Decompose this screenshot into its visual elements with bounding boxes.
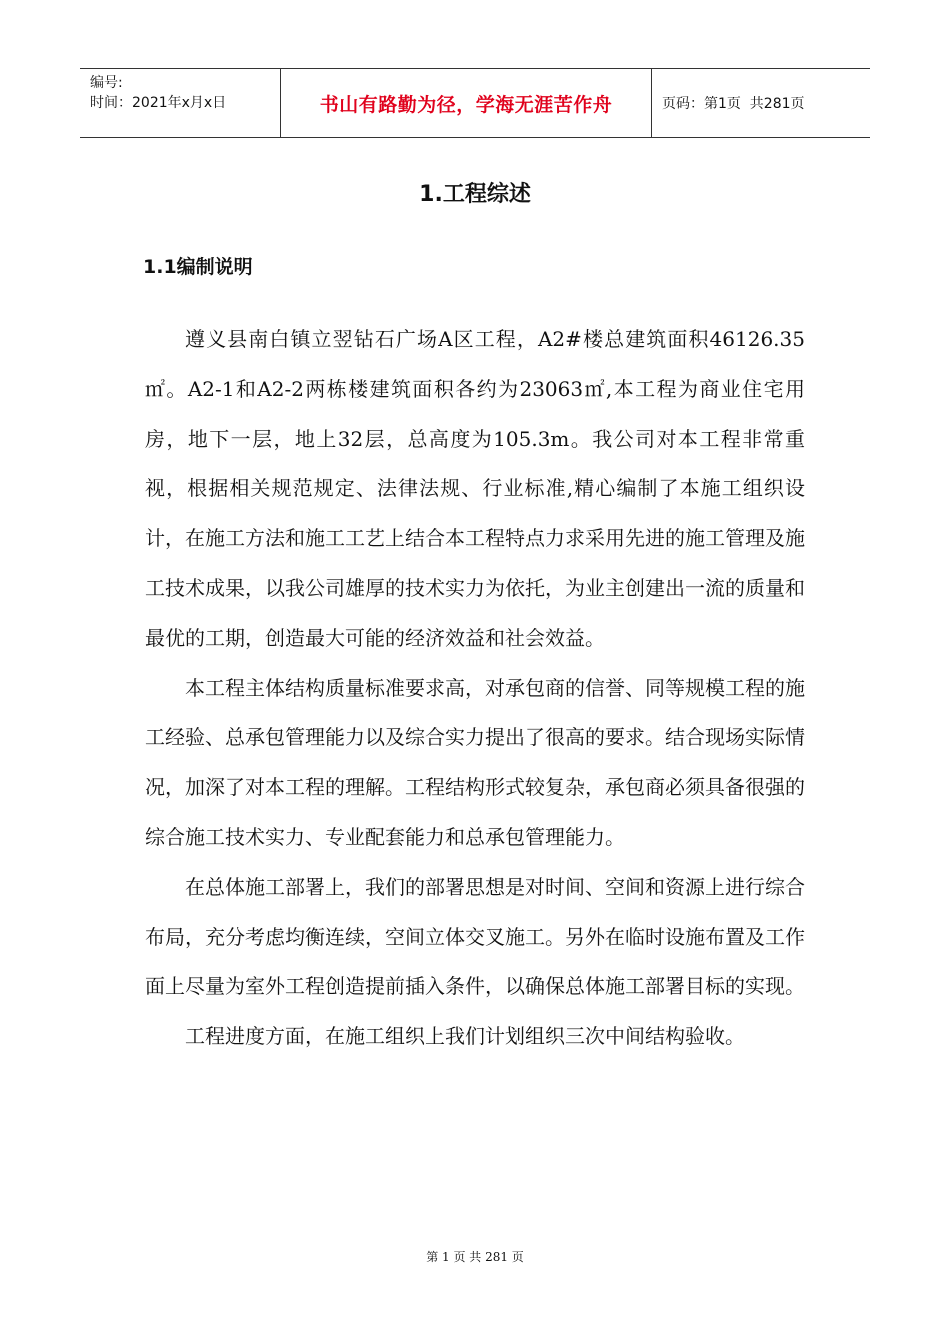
page-title: 1.工程综述 xyxy=(419,182,531,207)
time-label: 时间：2021年x月x日 xyxy=(90,95,227,111)
header-motto-cell xyxy=(280,69,652,137)
paragraph: 遵义县南白镇立翌钻石广场A区工程，A2#楼总建筑面积46126.35㎡。A2-1和A2-2两栋楼建筑面积各约为23063㎡,本工程为商业住宅用房，地下一层，地上32层，总高度为105.3m。我公司对本工程非常重视，根据相关规范规定、法律法规、行业标准,精心编制了本施工组织设计，在施工方法和施工工艺上结合本工程特点力求采用先进的施工管理及施工技术成果，以我公司雄厚的技术实力为依托，为业主创建出一流的质量和最优的工期，创造最大可能的经济效益和社会效益。 xyxy=(145,327,805,650)
paragraph: 在总体施工部署上，我们的部署思想是对时间、空间和资源上进行综合布局，充分考虑均衡连续，空间立体交叉施工。另外在临时设施布置及工作面上尽量为室外工程创造提前插入条件，以确保总体施工部署目标的实现。 xyxy=(145,874,805,999)
page-info: 页码：第1页 共281页 xyxy=(662,96,805,112)
section-heading: 1.1编制说明 xyxy=(143,256,253,278)
motto-text: 书山有路勤为径，学海无涯苦作舟 xyxy=(319,93,613,116)
header-meta xyxy=(80,69,280,137)
paragraph: 本工程主体结构质量标准要求高，对承包商的信誉、同等规模工程的施工经验、总承包管理能力以及综合实力提出了很高的要求。结合现场实际情况，加深了对本工程的理解。工程结构形式较复杂，承包商必须具备很强的综合施工技术实力、专业配套能力和总承包管理能力。 xyxy=(145,675,805,849)
page-footer: 第 1 页 共 281 页 xyxy=(426,1250,524,1264)
document-header xyxy=(80,68,870,138)
number-label: 编号: xyxy=(90,75,123,91)
body-text xyxy=(145,315,805,1062)
paragraph: 工程进度方面，在施工组织上我们计划组织三次中间结构验收。 xyxy=(185,1024,745,1049)
